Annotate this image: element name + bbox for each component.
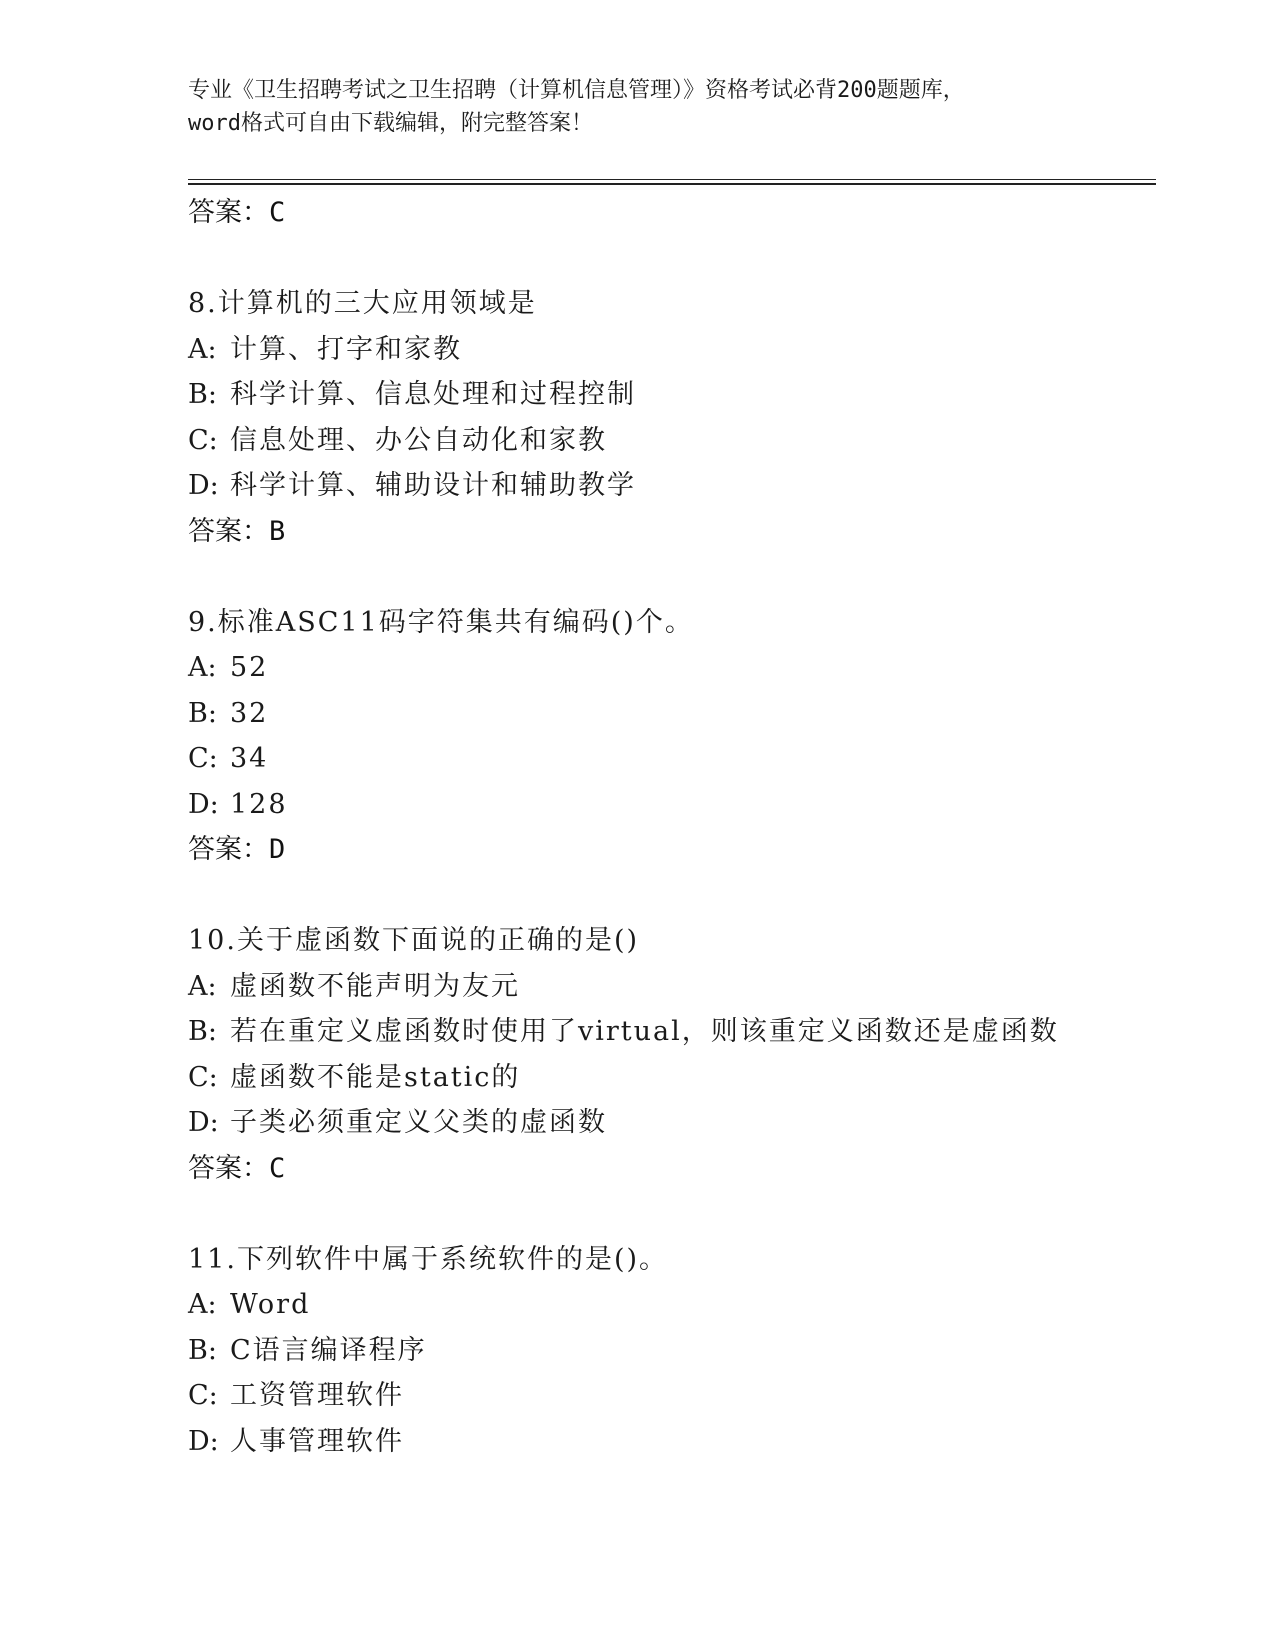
option-key: B: — [188, 697, 217, 729]
option-text: 虚函数不能是static的 — [230, 1061, 521, 1093]
option-c — [188, 736, 1188, 782]
option-text: Word — [230, 1289, 311, 1320]
option-a — [188, 327, 1188, 373]
answer-line: 答案：B — [188, 515, 286, 547]
option-text: 科学计算、辅助设计和辅助教学 — [230, 470, 636, 501]
option-key: D: — [188, 788, 219, 820]
option-text: 信息处理、办公自动化和家教 — [230, 424, 607, 456]
header-title-line-1: 专业《卫生招聘考试之卫生招聘（计算机信息管理）》资格考试必背200题题库， — [188, 78, 965, 103]
header-title-line-2: word格式可自由下载编辑，附完整答案！ — [188, 111, 593, 136]
option-c — [188, 1373, 1188, 1419]
option-text: 计算、打字和家教 — [230, 333, 462, 365]
option-text: 工资管理软件 — [230, 1380, 404, 1411]
answer-line: 答案：C — [188, 1152, 286, 1184]
option-a — [188, 1282, 1188, 1328]
question-10 — [188, 918, 1188, 1192]
question-9 — [188, 600, 1188, 874]
option-a — [188, 964, 1188, 1010]
question-8 — [188, 281, 1188, 555]
option-d — [188, 782, 1188, 828]
option-text: 科学计算、信息处理和过程控制 — [230, 379, 636, 410]
question-stem: 11.下列软件中属于系统软件的是()。 — [188, 1243, 669, 1275]
option-key: D: — [188, 1425, 219, 1457]
option-b — [188, 1328, 1188, 1374]
option-d — [188, 463, 1188, 509]
header-divider-thick — [188, 183, 1156, 185]
option-key: B: — [188, 379, 217, 410]
option-text: 52 — [230, 652, 269, 683]
option-text: 32 — [230, 697, 269, 729]
answer-line: 答案：D — [188, 834, 286, 865]
option-b — [188, 372, 1188, 418]
question-list — [188, 190, 1188, 1464]
header-divider-thin — [188, 179, 1156, 180]
option-key: B: — [188, 1016, 217, 1047]
document-header — [188, 74, 1088, 140]
option-text: 人事管理软件 — [230, 1425, 404, 1457]
option-key: D: — [188, 470, 219, 501]
option-c — [188, 1055, 1188, 1101]
option-c — [188, 418, 1188, 464]
option-key: A: — [188, 1289, 217, 1320]
option-key: A: — [188, 652, 217, 683]
option-key: A: — [188, 970, 217, 1002]
option-text: 子类必须重定义父类的虚函数 — [230, 1107, 607, 1138]
option-key: B: — [188, 1334, 217, 1366]
option-b — [188, 691, 1188, 737]
question-stem: 8.计算机的三大应用领域是 — [188, 288, 537, 319]
option-text: 若在重定义虚函数时使用了virtual，则该重定义函数还是虚函数 — [230, 1016, 1059, 1047]
option-key: C: — [188, 1380, 218, 1411]
option-text: 34 — [230, 743, 269, 774]
option-key: A: — [188, 333, 217, 365]
option-key: C: — [188, 424, 218, 456]
option-a — [188, 645, 1188, 691]
question-stem: 10.关于虚函数下面说的正确的是() — [188, 925, 640, 956]
option-b — [188, 1009, 1188, 1055]
option-d — [188, 1419, 1188, 1465]
option-text: 128 — [230, 788, 288, 820]
option-key: D: — [188, 1107, 219, 1138]
option-key: C: — [188, 1061, 218, 1093]
previous-answer: 答案：C — [188, 197, 286, 228]
question-11 — [188, 1237, 1188, 1465]
option-text: 虚函数不能声明为友元 — [230, 970, 520, 1002]
option-text: C语言编译程序 — [230, 1334, 427, 1366]
option-d — [188, 1100, 1188, 1146]
question-stem: 9.标准ASC11码字符集共有编码()个。 — [188, 606, 694, 638]
option-key: C: — [188, 743, 218, 774]
